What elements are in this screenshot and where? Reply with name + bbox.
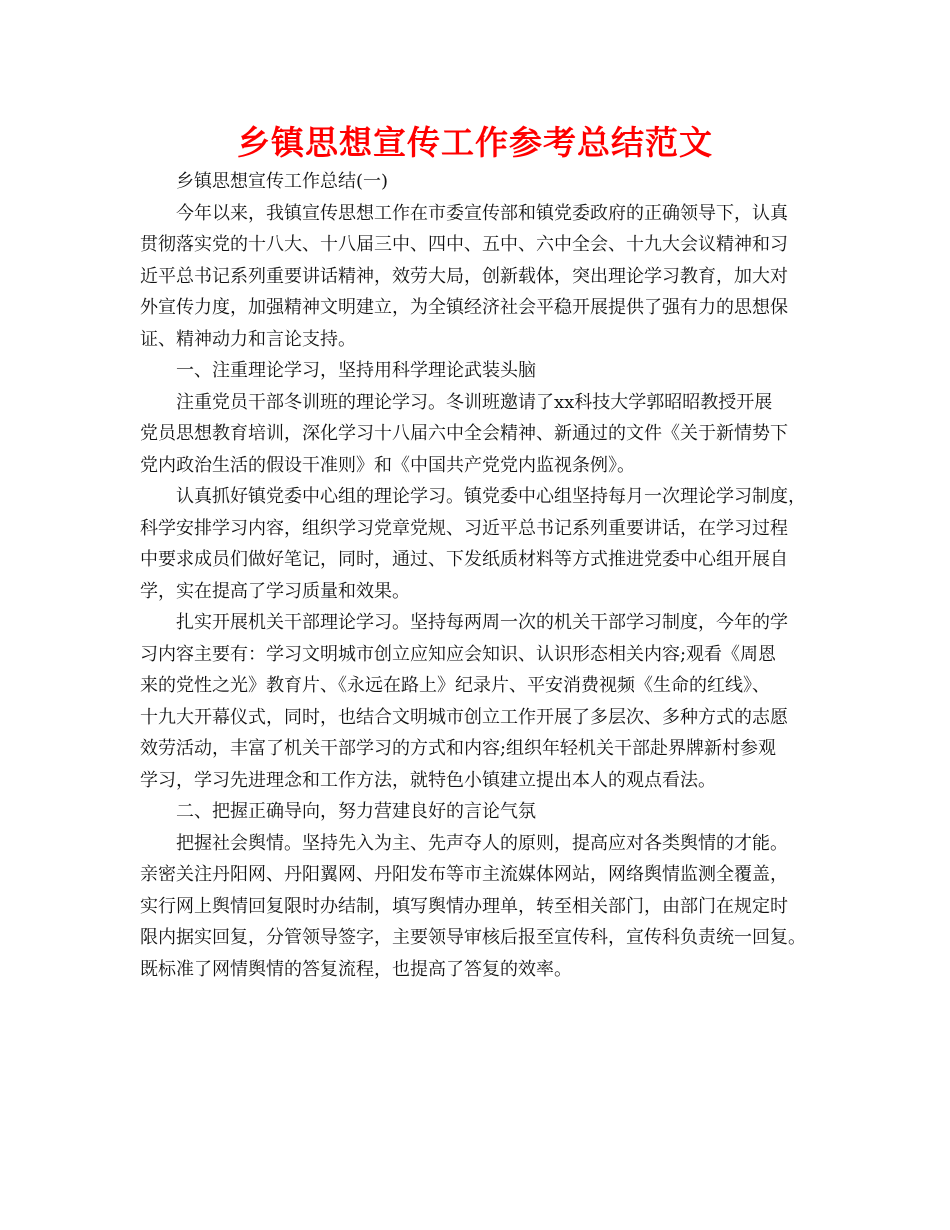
- paragraph-first-line: 扎实开展机关干部理论学习。坚持每两周一次的机关干部学习制度，今年的学: [176, 612, 788, 633]
- paragraph-line: 亲密关注丹阳网、丹阳翼网、丹阳发布等市主流媒体网站，网络舆情监测全覆盖，: [140, 864, 788, 885]
- paragraph-line: 学习，学习先进理念和工作方法，就特色小镇建立提出本人的观点看法。: [140, 769, 716, 791]
- paragraph-first-line: 二、把握正确导向，努力营建良好的言论气氛: [176, 801, 536, 822]
- paragraph-line: 限内据实回复，分管领导签字，主要领导审核后报至宣传科，宣传科负责统一回复。: [140, 927, 806, 948]
- paragraph-line: 十九大开幕仪式，同时，也结合文明城市创立工作开展了多层次、多种方式的志愿: [140, 706, 788, 728]
- document-title: 乡镇思想宣传工作参考总结范文: [237, 123, 713, 162]
- paragraph-first-line: 乡镇思想宣传工作总结(一): [176, 171, 389, 192]
- paragraph-first-line: 一、注重理论学习，坚持用科学理论武装头脑: [176, 360, 536, 381]
- paragraph-line: 贯彻落实党的十八大、十八届三中、四中、五中、六中全会、十九大会议精神和习: [140, 234, 788, 255]
- paragraph-first-line: 认真抓好镇党委中心组的理论学习。镇党委中心组坚持每月一次理论学习制度，: [176, 486, 806, 507]
- paragraph-line: 近平总书记系列重要讲话精神，效劳大局，创新载体，突出理论学习教育，加大对: [140, 265, 788, 287]
- paragraph-first-line: 把握社会舆情。坚持先入为主、先声夺人的原则，提高应对各类舆情的才能。: [176, 832, 788, 854]
- paragraph-line: 证、精神动力和言论支持。: [140, 328, 356, 350]
- paragraph-line: 中要求成员们做好笔记，同时，通过、下发纸质材料等方式推进党委中心组开展自: [140, 549, 788, 570]
- paragraph-line: 效劳活动，丰富了机关干部学习的方式和内容;组织年轻机关干部赴界牌新村参观: [140, 738, 777, 759]
- paragraph-first-line: 注重党员干部冬训班的理论学习。冬训班邀请了xx科技大学郭昭昭教授开展: [176, 391, 773, 413]
- paragraph-line: 实行网上舆情回复限时办结制，填写舆情办理单，转至相关部门，由部门在规定时: [140, 895, 788, 917]
- paragraph-line: 党员思想教育培训，深化学习十八届六中全会精神、新通过的文件《关于新情势下: [140, 423, 788, 444]
- paragraph-line: 既标准了网情舆情的答复流程，也提高了答复的效率。: [140, 958, 572, 980]
- document-body: [140, 166, 812, 985]
- paragraph-line: 外宣传力度，加强精神文明建立，为全镇经济社会平稳开展提供了强有力的思想保: [140, 297, 788, 318]
- paragraph-line: 来的党性之光》教育片、《永远在路上》纪录片、平安消费视频《生命的红线》、: [140, 675, 770, 696]
- paragraph-line: 学，实在提高了学习质量和效果。: [140, 580, 410, 602]
- paragraph-first-line: 今年以来，我镇宣传思想工作在市委宣传部和镇党委政府的正确领导下，认真: [176, 202, 788, 224]
- paragraph-line: 科学安排学习内容，组织学习党章党规、习近平总书记系列重要讲话，在学习过程: [140, 517, 788, 539]
- paragraph-line: 党内政治生活的假设干准则》和《中国共产党党内监视条例》。: [140, 454, 635, 476]
- paragraph-line: 习内容主要有：学习文明城市创立应知应会知识、认识形态相关内容;观看《周恩: [140, 643, 777, 665]
